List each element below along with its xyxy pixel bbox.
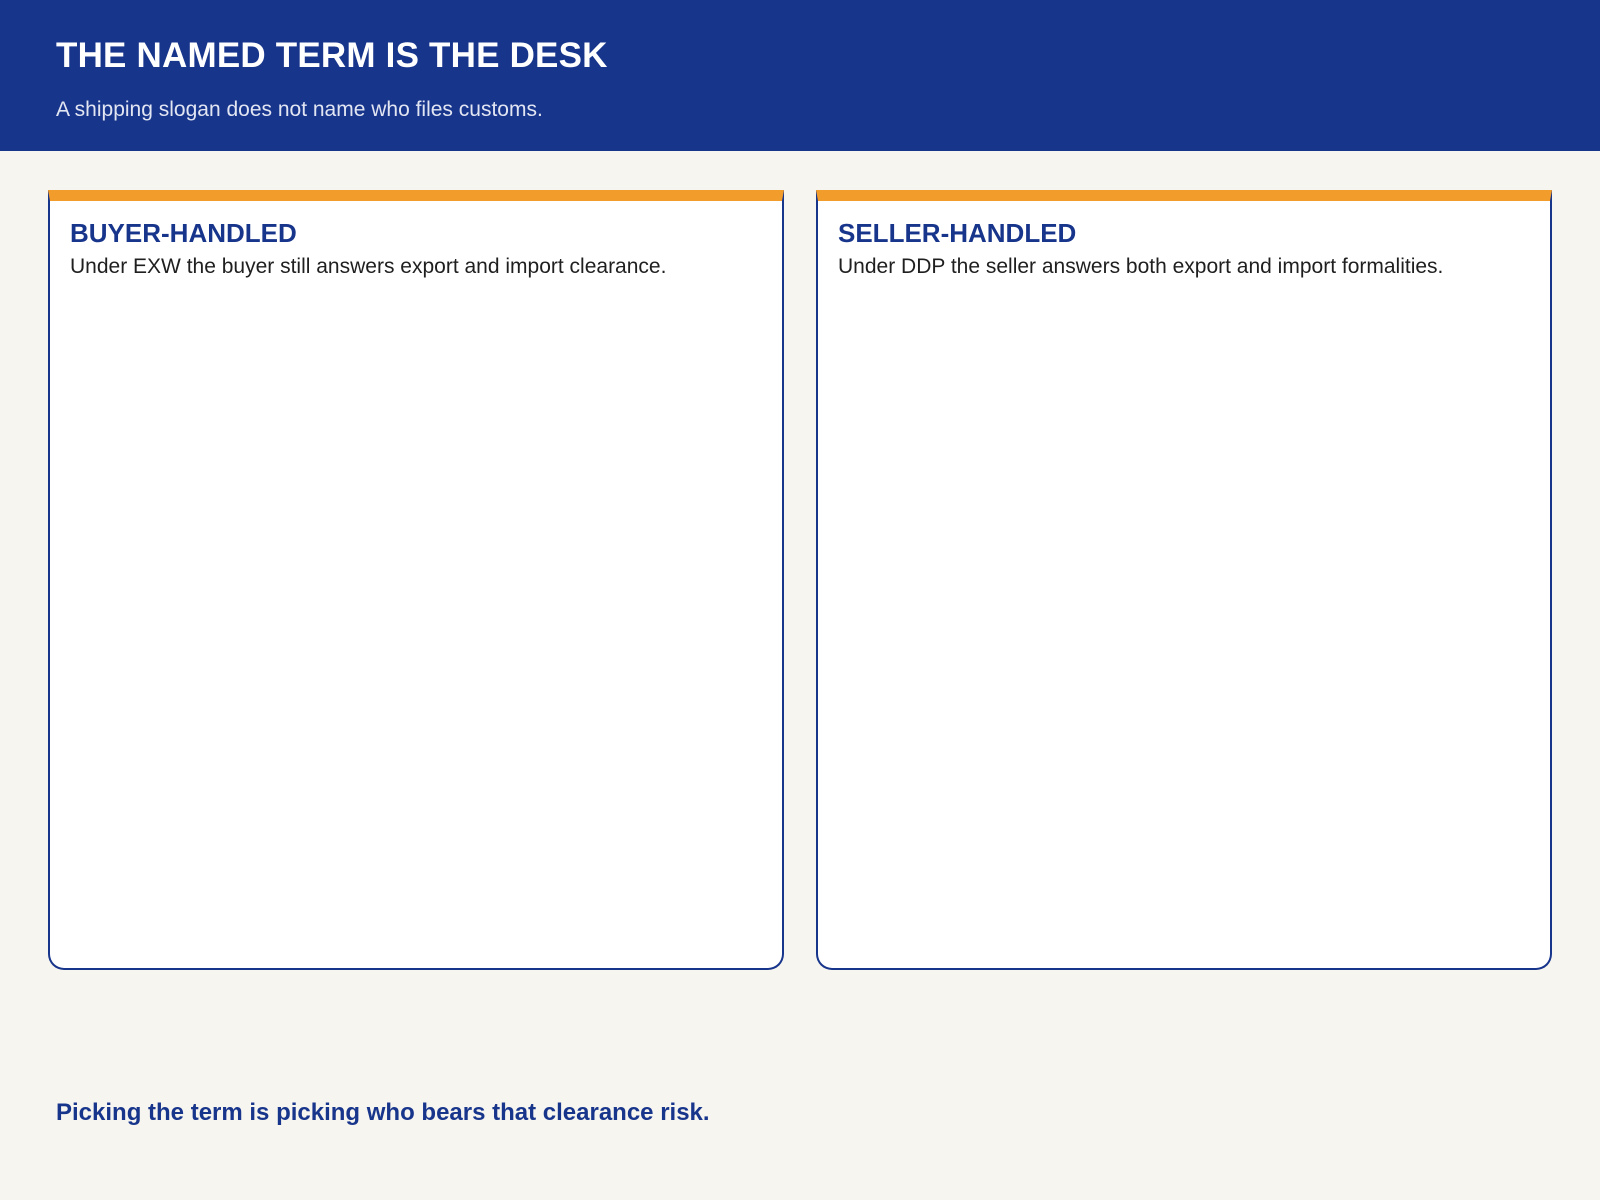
buyer-handled-panel bbox=[48, 190, 784, 970]
seller-handled-text: Under DDP the seller answers both export and import formalities. bbox=[838, 255, 1444, 278]
page-title: THE NAMED TERM IS THE DESK bbox=[56, 36, 608, 75]
seller-handled-panel bbox=[816, 190, 1552, 970]
page-subtitle: A shipping slogan does not name who files customs. bbox=[56, 98, 543, 121]
buyer-handled-text: Under EXW the buyer still answers export and import clearance. bbox=[70, 255, 667, 278]
footer-takeaway: Picking the term is picking who bears that clearance risk. bbox=[56, 1099, 710, 1126]
header-banner bbox=[0, 0, 1600, 151]
seller-handled-heading: SELLER-HANDLED bbox=[838, 218, 1077, 248]
buyer-handled-heading: BUYER-HANDLED bbox=[70, 218, 297, 248]
